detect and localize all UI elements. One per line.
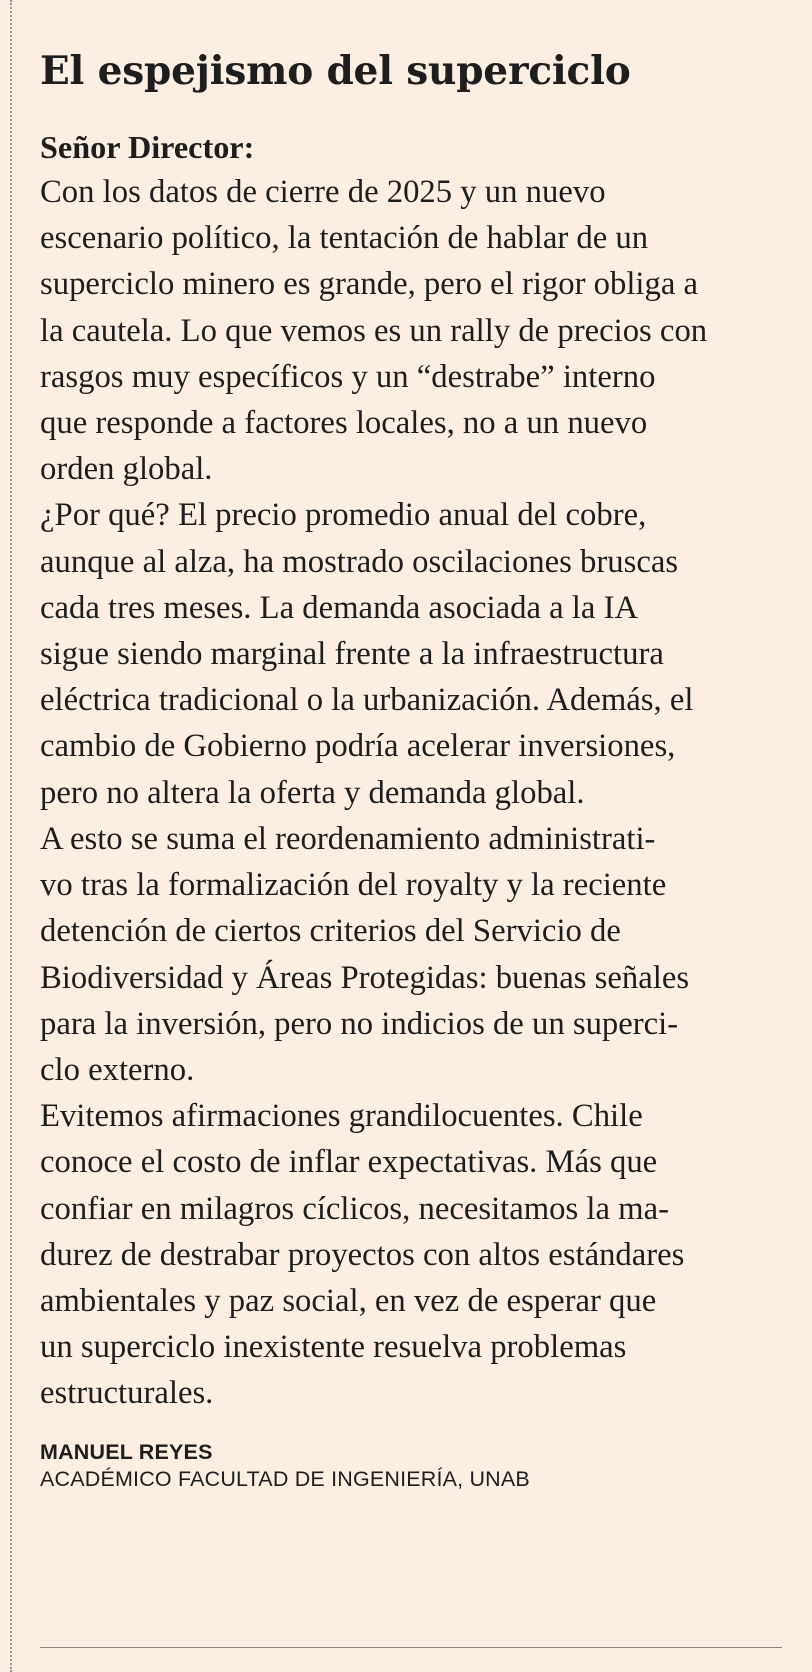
body-line: cada tres meses. La demanda asociada a la IA [40,589,639,626]
body-line: cambio de Gobierno podría acelerar inversiones, [40,728,676,765]
body-line: que responde a factores locales, no a un nuevo [40,405,648,442]
author-affiliation: ACADÉMICO FACULTAD DE INGENIERÍA, UNAB [40,1466,530,1491]
body-line: orden global. [40,451,213,488]
body-line: Con los datos de cierre de 2025 y un nuevo [40,174,606,211]
body-line: A esto se suma el reordenamiento administrati- [40,820,656,857]
body-line: superciclo minero es grande, pero el rigor obliga a [40,266,699,303]
letter-body [40,169,798,1416]
body-line: sigue siendo marginal frente a la infraestructura [40,636,664,673]
letter-to-editor [40,0,798,1493]
headline: El espejismo del superciclo [40,48,631,94]
body-line: Evitemos afirmaciones grandilocuentes. Chile [40,1098,643,1135]
body-line: escenario político, la tentación de hablar de un [40,220,649,257]
body-line: para la inversión, pero no indicios de un superci- [40,1005,679,1042]
body-line: aunque al alza, ha mostrado oscilaciones bruscas [40,543,679,580]
body-line: conoce el costo de inflar expectativas. Más que [40,1144,658,1181]
body-line: estructurales. [40,1375,214,1412]
body-line: clo externo. [40,1051,195,1088]
body-line: eléctrica tradicional o la urbanización. Además, el [40,682,694,719]
body-line: rasgos muy específicos y un “destrabe” interno [40,358,656,395]
body-line: confiar en milagros cíclicos, necesitamos la ma- [40,1190,669,1227]
body-line: durez de destrabar proyectos con altos estándares [40,1236,685,1273]
salutation: Señor Director: [40,129,255,166]
body-line: Biodiversidad y Áreas Protegidas: buenas señales [40,959,690,996]
body-line: ¿Por qué? El precio promedio anual del cobre, [40,497,647,534]
body-line: pero no altera la oferta y demanda global. [40,774,585,811]
body-line: la cautela. Lo que vemos es un rally de precios con [40,312,708,349]
body-line: un superciclo inexistente resuelva problemas [40,1329,627,1366]
dotted-column-rule [10,0,12,1672]
body-line: ambientales y paz social, en vez de esperar que [40,1282,657,1319]
author-name: MANUEL REYES [40,1439,213,1464]
body-line: detención de ciertos criterios del Servicio de [40,913,621,950]
body-line: vo tras la formalización del royalty y la reciente [40,867,667,904]
bottom-divider [40,1647,782,1648]
